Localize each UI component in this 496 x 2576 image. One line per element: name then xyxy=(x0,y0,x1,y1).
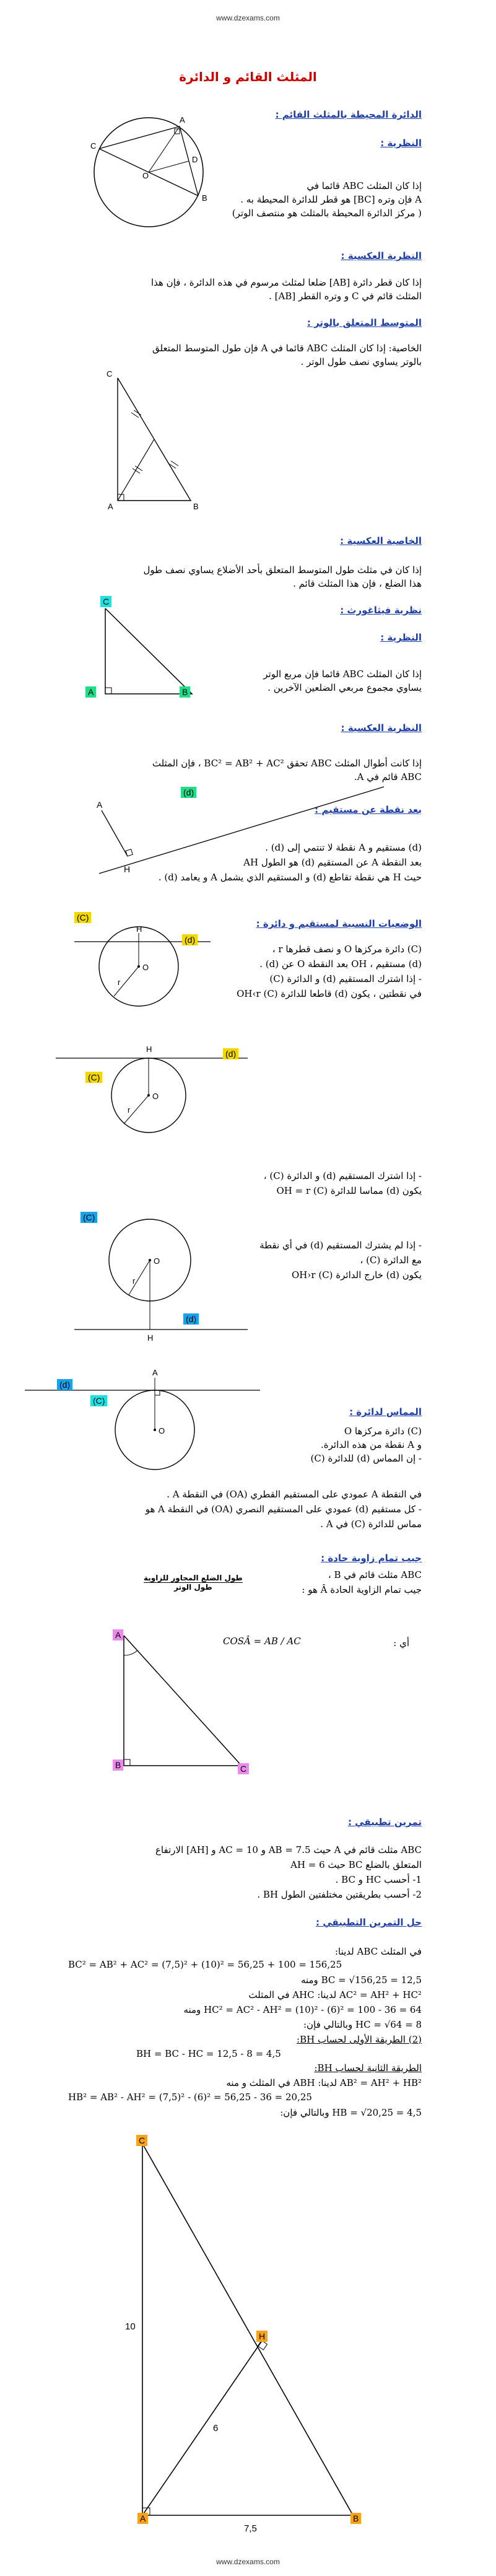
text-line: 2- أحسب بطريقتين مختلفتين الطول BH . xyxy=(257,1889,422,1900)
text-line: إذا كان في مثلث طول المتوسط المتعلق بأحد الأضلاع يساوي نصف طول xyxy=(143,564,422,576)
text-line: BC = √156,25 = 12,5 ومنه xyxy=(300,1974,422,1986)
text-line: يكون (d) مماسا للدائرة (C) OH = r xyxy=(276,1185,422,1196)
section-heading-pythagoras: نظرية فيثاغورث : xyxy=(340,605,422,616)
text-line: HC² = AC² - AH² = (10)² - (6)² = 100 - 36 = 64 ومنه xyxy=(183,2004,422,2015)
section-heading-solution: حل التمرين التطبيقي : xyxy=(315,1917,422,1928)
section-heading-circumcircle: الدائرة المحيطة بالمثلث القائم : xyxy=(275,109,422,120)
text-line: مماس للدائرة (C) في A . xyxy=(320,1518,422,1530)
line-label-d: (d) xyxy=(223,1048,238,1059)
text-line: حيث H هي نقطة تقاطع (d) و المستقيم الذي يشمل A و يعامد (d) . xyxy=(158,872,422,883)
radius-label: r xyxy=(133,1276,136,1286)
section-heading-converse: النظرية العكسية : xyxy=(341,250,422,261)
text-line: مع الدائرة (C) ، xyxy=(360,1255,422,1266)
text-line: HC = √64 = 8 وبالتالي فإن: xyxy=(303,2019,422,2030)
text-line: الخاصية: إذا كان المثلث ABC قائما في A فإن طول المتوسط المتعلق xyxy=(152,343,422,354)
text-line: (C) دائرة مركزها O xyxy=(344,1426,422,1437)
text-line: في المثلث ABC لدينا: xyxy=(334,1946,422,1957)
text-line: (d) مستقيم ، OH بعد النقطة O عن (d) . xyxy=(259,958,422,970)
text-line: - إذا لم يشترك المستقيم (d) في أي نقطة xyxy=(259,1240,422,1251)
text-line: - إن المماس (d) للدائرة (C) xyxy=(310,1453,422,1464)
section-heading-converse-median: الخاصية العكسية : xyxy=(340,535,422,546)
figure-circumcircle xyxy=(80,105,241,248)
point-label-H: H xyxy=(136,924,142,934)
point-label-O: O xyxy=(154,1256,160,1266)
site-footer: www.dzexams.com xyxy=(216,2557,280,2566)
section-heading-distance: بعد نقطة عن مستقيم : xyxy=(315,804,422,815)
circle-label-C: (C) xyxy=(74,912,91,923)
point-label-A: A xyxy=(97,800,103,810)
line-label-d: (d) xyxy=(182,934,198,945)
point-label-C: C xyxy=(107,369,113,379)
point-label-H: H xyxy=(146,1045,152,1054)
text-line: - كل مستقيم (d) عمودي على المستقيم النصري (OA) في النقطة A هو xyxy=(145,1504,422,1515)
equation-line: BH = BC - HC = 12,5 - 8 = 4,5 xyxy=(136,2048,281,2059)
text-line: المثلث قائم في C و وتره القطر [AB] . xyxy=(269,291,422,302)
figure-pythagoras xyxy=(87,595,223,719)
point-label-O: O xyxy=(152,1092,159,1101)
point-label-A: A xyxy=(85,686,96,698)
subheading-theorem: النظرية : xyxy=(380,138,422,149)
point-label-H: H xyxy=(147,1333,154,1343)
section-heading-tangent: المماس لدائرة : xyxy=(349,1406,422,1417)
text-line: ( مركز الدائرة المحيطة بالمثلث هو منتصف الوتر) xyxy=(232,208,422,219)
fraction-denominator: طول الوتر xyxy=(174,1583,212,1592)
radius-label: r xyxy=(118,978,121,987)
point-label-A: A xyxy=(113,1629,123,1641)
point-label-A: A xyxy=(180,115,185,125)
point-label-A: A xyxy=(108,502,113,511)
side-label-AH: 6 xyxy=(213,2423,219,2434)
section-heading-exercise: تمرين تطبيقي : xyxy=(347,1816,422,1828)
point-label-C: C xyxy=(238,1763,249,1774)
text-line: (C) دائرة مركزها O و نصف قطرها r ، xyxy=(272,944,422,955)
figure-secant xyxy=(74,911,223,1016)
figure-cosine xyxy=(105,1623,266,1784)
point-label-A: A xyxy=(152,1368,158,1377)
text-line: يساوي مجموع مربعي الضلعين الآخرين . xyxy=(268,682,422,693)
point-label-C: C xyxy=(90,141,97,151)
point-label-B: B xyxy=(202,193,207,203)
text-line: إذا كان المثلث ABC قائما في xyxy=(307,180,422,191)
point-label-B: B xyxy=(350,2513,361,2524)
cosine-fraction xyxy=(144,1574,243,1592)
section-heading-converse-pythagoras: النظرية العكسية : xyxy=(341,722,422,734)
text-line: في النقطة A عمودي على المستقيم القطري (OA) في النقطة A . xyxy=(167,1489,422,1500)
circle-label-C: (C) xyxy=(90,1395,107,1406)
figure-exterior xyxy=(68,1208,254,1351)
radius-label: r xyxy=(128,1105,131,1115)
point-label-H: H xyxy=(256,2331,268,2342)
cosine-formula: COSÂ = AB / AC xyxy=(223,1636,301,1647)
text-line: جيب تمام الزاوية الحادة Â هو : xyxy=(302,1584,422,1595)
text-line: ABC قائم في A. xyxy=(354,771,422,782)
section-heading-positions: الوضعيات النسبية لمستقيم و دائرة : xyxy=(256,918,422,929)
subheading-theorem: النظرية : xyxy=(380,632,422,643)
point-label-C: C xyxy=(100,596,111,607)
text-line: HB = √20,25 = 4,5 وبالتالي فإن: xyxy=(280,2107,422,2118)
text-line: - إذا اشترك المستقيم (d) و الدائرة (C) xyxy=(269,973,422,984)
point-label-H: H xyxy=(124,864,131,874)
text-line: إذا كانت أطوال المثلث ABC تحقق BC² = AB² + AC² ، فإن المثلث xyxy=(152,758,422,769)
point-label-D: D xyxy=(192,155,198,164)
text-line: - إذا اشترك المستقيم (d) و الدائرة (C) ، xyxy=(263,1170,422,1181)
point-label-A: A xyxy=(137,2513,148,2524)
point-label-B: B xyxy=(180,686,190,698)
line-label-d: (d) xyxy=(57,1379,72,1390)
point-label-O: O xyxy=(142,963,149,972)
equation-line: HB² = AB² - AH² = (7,5)² - (6)² = 56,25 - 36 = 20,25 xyxy=(68,2092,312,2103)
text-line: المتعلق بالضلع BC حيث AH = 6 xyxy=(290,1859,422,1870)
text-line: ABC مثلث قائم في A حيث AB = 7.5 و AC = 10 و [AH] الارتفاع xyxy=(155,1844,422,1855)
line-label-d: (d) xyxy=(181,787,196,798)
text-line: الطريقة الثانية لحساب BH: xyxy=(314,2062,422,2074)
equation-line: BC² = AB² + AC² = (7,5)² + (10)² = 56,25 + 100 = 156,25 xyxy=(68,1959,342,1970)
figure-exercise xyxy=(111,2131,359,2552)
side-label-AB: 7,5 xyxy=(244,2523,257,2534)
text-line: بعد النقطة A عن المستقيم (d) هو الطول AH xyxy=(243,857,422,868)
text-line: (2) الطريقة الأولى لحساب BH: xyxy=(297,2034,422,2045)
section-heading-median: المتوسط المتعلق بالوتر : xyxy=(307,317,422,328)
point-label-B: B xyxy=(193,502,199,511)
text-line: (d) مستقيم و A نقطة لا تنتمي إلى (d) . xyxy=(265,842,422,853)
text-line: و A نقطة من هذه الدائرة. xyxy=(321,1439,422,1450)
page-title: المثلث القائم و الدائرة xyxy=(179,69,317,84)
text-line: إذا كان المثلث ABC قائما فإن مربع الوتر xyxy=(263,668,422,680)
text-line: ABC مثلث قائم في B ، xyxy=(328,1569,422,1580)
circle-label-C: (C) xyxy=(85,1072,102,1083)
section-heading-cosine: جيب تمام زاوية حادة : xyxy=(321,1553,422,1564)
point-label-O: O xyxy=(142,171,149,180)
fraction-numerator: طول الضلع المجاور للزاوية xyxy=(144,1574,243,1582)
text-line: AC² = AH² + HC² لدينا: AHC في المثلث xyxy=(248,1989,422,2000)
site-header: www.dzexams.com xyxy=(216,14,280,22)
text-line: بالوتر يساوي نصف طول الوتر . xyxy=(300,356,422,367)
text-line: A فإن وتره [BC] هو قطر للدائرة المحيطة به . xyxy=(240,194,422,205)
text-line: AB² = AH² + HB² لدينا: ABH في المثلث و منه xyxy=(226,2077,422,2088)
text-line: 1- أحسب HC و BC . xyxy=(335,1874,422,1885)
line-label-d: (d) xyxy=(183,1313,199,1325)
text-line: هذا الضلع ، فإن هذا المثلث قائم . xyxy=(293,578,422,589)
text-line: أي : xyxy=(393,1637,409,1649)
figure-median xyxy=(93,363,217,518)
point-label-C: C xyxy=(136,2135,147,2146)
text-line: في نقطتين ، يكون (d) قاطعا للدائرة (C) OH‹r xyxy=(237,988,422,999)
point-label-O: O xyxy=(159,1426,165,1435)
point-label-B: B xyxy=(113,1759,123,1771)
text-line: يكون (d) خارج الدائرة (C) OH›r xyxy=(292,1269,422,1281)
side-label-AC: 10 xyxy=(125,2321,136,2332)
text-line: إذا كان قطر دائرة [AB] ضلعا لمثلث مرسوم في هذه الدائرة ، فإن هذا xyxy=(150,277,422,288)
circle-label-C: (C) xyxy=(80,1212,97,1223)
